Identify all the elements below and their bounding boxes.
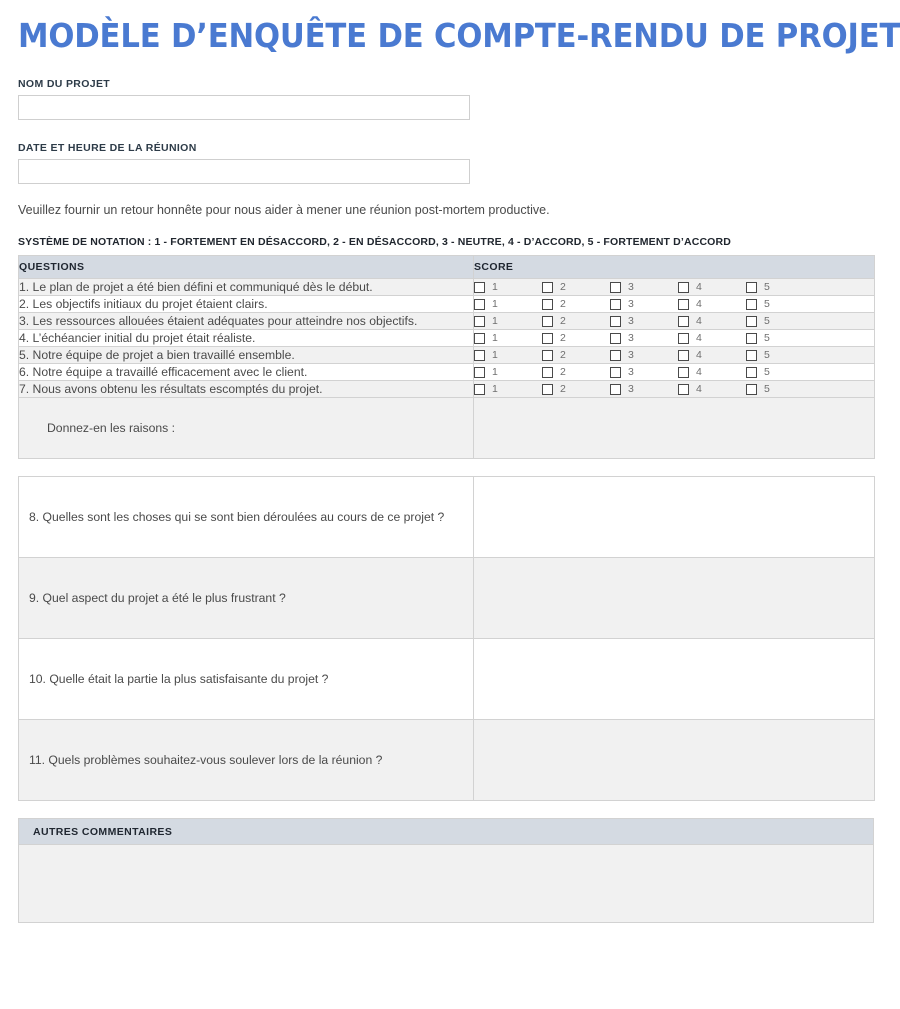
score-option-label: 1 xyxy=(492,280,498,293)
score-option-label: 2 xyxy=(560,314,566,327)
checkbox-icon[interactable] xyxy=(474,299,485,310)
checkbox-icon[interactable] xyxy=(542,316,553,327)
score-scale xyxy=(474,384,874,395)
score-option-2[interactable] xyxy=(542,299,610,310)
checkbox-icon[interactable] xyxy=(542,299,553,310)
question-text: 11. Quels problèmes souhaitez-vous soulever lors de la réunion ? xyxy=(19,720,474,801)
meeting-datetime-input[interactable] xyxy=(18,159,470,184)
score-option-label: 3 xyxy=(628,348,634,361)
meeting-datetime-field-block xyxy=(18,142,882,184)
question-text: 7. Nous avons obtenu les résultats escomptés du projet. xyxy=(19,381,474,398)
comments-textarea[interactable] xyxy=(19,845,874,923)
checkbox-icon[interactable] xyxy=(746,333,757,344)
table-row xyxy=(19,720,875,801)
score-cell xyxy=(474,381,875,398)
score-option-label: 1 xyxy=(492,314,498,327)
score-option-label: 2 xyxy=(560,382,566,395)
score-option-label: 1 xyxy=(492,331,498,344)
score-option-3[interactable] xyxy=(610,367,678,378)
meeting-datetime-label: DATE ET HEURE DE LA RÉUNION xyxy=(18,142,197,154)
score-option-label: 3 xyxy=(628,365,634,378)
checkbox-icon[interactable] xyxy=(746,282,757,293)
score-option-5[interactable] xyxy=(746,282,814,293)
checkbox-icon[interactable] xyxy=(542,282,553,293)
checkbox-icon[interactable] xyxy=(678,384,689,395)
score-option-1[interactable] xyxy=(474,316,542,327)
score-option-1[interactable] xyxy=(474,367,542,378)
question-text: 5. Notre équipe de projet a bien travaillé ensemble. xyxy=(19,347,474,364)
score-option-label: 2 xyxy=(560,280,566,293)
score-option-5[interactable] xyxy=(746,350,814,361)
score-column-header: SCORE xyxy=(474,256,875,279)
score-cell xyxy=(474,398,875,459)
score-option-label: 4 xyxy=(696,314,702,327)
score-option-label: 3 xyxy=(628,331,634,344)
score-option-label: 3 xyxy=(628,280,634,293)
table-row xyxy=(19,330,875,347)
score-option-1[interactable] xyxy=(474,333,542,344)
question-text: 10. Quelle était la partie la plus satisfaisante du projet ? xyxy=(19,639,474,720)
question-text: Donnez-en les raisons : xyxy=(19,398,474,459)
checkbox-icon[interactable] xyxy=(542,350,553,361)
table-row xyxy=(19,398,875,459)
score-option-4[interactable] xyxy=(678,299,746,310)
score-scale xyxy=(474,350,874,361)
table-row xyxy=(19,639,875,720)
comments-body-row xyxy=(19,845,874,923)
table-row xyxy=(19,558,875,639)
score-option-4[interactable] xyxy=(678,384,746,395)
checkbox-icon[interactable] xyxy=(542,384,553,395)
score-option-2[interactable] xyxy=(542,316,610,327)
score-option-5[interactable] xyxy=(746,367,814,378)
score-cell xyxy=(474,279,875,296)
table-row xyxy=(19,381,875,398)
score-scale xyxy=(474,282,874,293)
checkbox-icon[interactable] xyxy=(610,350,621,361)
checkbox-icon[interactable] xyxy=(746,367,757,378)
checkbox-icon[interactable] xyxy=(678,333,689,344)
score-option-3[interactable] xyxy=(610,316,678,327)
score-cell xyxy=(474,296,875,313)
score-option-2[interactable] xyxy=(542,367,610,378)
table-row xyxy=(19,347,875,364)
table-row xyxy=(19,296,875,313)
intro-text: Veuillez fournir un retour honnête pour nous aider à mener une réunion post-mortem productive. xyxy=(18,203,550,217)
score-cell xyxy=(474,330,875,347)
score-option-label: 1 xyxy=(492,297,498,310)
checkbox-icon[interactable] xyxy=(610,384,621,395)
checkbox-icon[interactable] xyxy=(474,384,485,395)
score-option-label: 5 xyxy=(764,280,770,293)
checkbox-icon[interactable] xyxy=(474,333,485,344)
rating-system-legend: SYSTÈME DE NOTATION : 1 - FORTEMENT EN DÉSACCORD, 2 - EN DÉSACCORD, 3 - NEUTRE, 4 - D’ACCORD, 5 - FORTEMENT D’ACCORD xyxy=(18,236,731,248)
question-text: 3. Les ressources allouées étaient adéquates pour atteindre nos objectifs. xyxy=(19,313,474,330)
page-title: MODÈLE D’ENQUÊTE DE COMPTE-RENDU DE PROJET xyxy=(18,16,900,55)
question-text: 6. Notre équipe a travaillé efficacement avec le client. xyxy=(19,364,474,381)
score-option-3[interactable] xyxy=(610,333,678,344)
score-option-1[interactable] xyxy=(474,384,542,395)
score-cell xyxy=(474,347,875,364)
score-table-body xyxy=(19,279,875,459)
question-text: 8. Quelles sont les choses qui se sont bien déroulées au cours de ce projet ? xyxy=(19,477,474,558)
score-option-label: 1 xyxy=(492,365,498,378)
score-option-5[interactable] xyxy=(746,299,814,310)
score-scale xyxy=(474,299,874,310)
checkbox-icon[interactable] xyxy=(678,299,689,310)
project-name-label: NOM DU PROJET xyxy=(18,78,111,90)
score-option-label: 3 xyxy=(628,382,634,395)
score-option-4[interactable] xyxy=(678,367,746,378)
checkbox-icon[interactable] xyxy=(474,282,485,293)
score-option-label: 4 xyxy=(696,382,702,395)
comments-table xyxy=(18,818,874,923)
answer-cell[interactable] xyxy=(474,639,875,720)
score-option-4[interactable] xyxy=(678,316,746,327)
score-scale xyxy=(474,367,874,378)
score-option-label: 1 xyxy=(492,382,498,395)
checkbox-icon[interactable] xyxy=(610,367,621,378)
checkbox-icon[interactable] xyxy=(678,350,689,361)
answer-cell[interactable] xyxy=(474,477,875,558)
checkbox-icon[interactable] xyxy=(474,367,485,378)
open-question-table-body xyxy=(19,477,875,801)
checkbox-icon[interactable] xyxy=(610,299,621,310)
question-text: 4. L’échéancier initial du projet était réaliste. xyxy=(19,330,474,347)
question-text: 2. Les objectifs initiaux du projet étaient clairs. xyxy=(19,296,474,313)
score-option-3[interactable] xyxy=(610,299,678,310)
score-option-label: 5 xyxy=(764,365,770,378)
checkbox-icon[interactable] xyxy=(474,316,485,327)
checkbox-icon[interactable] xyxy=(746,350,757,361)
score-option-label: 2 xyxy=(560,297,566,310)
score-cell xyxy=(474,364,875,381)
score-option-label: 5 xyxy=(764,314,770,327)
table-row xyxy=(19,313,875,330)
score-option-4[interactable] xyxy=(678,333,746,344)
score-scale xyxy=(474,333,874,344)
score-option-2[interactable] xyxy=(542,282,610,293)
checkbox-icon[interactable] xyxy=(746,384,757,395)
comments-header-row xyxy=(19,819,874,845)
score-option-2[interactable] xyxy=(542,350,610,361)
score-option-label: 2 xyxy=(560,365,566,378)
score-option-label: 5 xyxy=(764,348,770,361)
score-option-2[interactable] xyxy=(542,333,610,344)
score-table xyxy=(18,255,875,459)
question-text: 1. Le plan de projet a été bien défini et communiqué dès le début. xyxy=(19,279,474,296)
score-option-label: 3 xyxy=(628,314,634,327)
checkbox-icon[interactable] xyxy=(678,367,689,378)
score-option-label: 4 xyxy=(696,331,702,344)
answer-cell[interactable] xyxy=(474,720,875,801)
score-option-3[interactable] xyxy=(610,282,678,293)
score-option-label: 5 xyxy=(764,331,770,344)
score-option-3[interactable] xyxy=(610,384,678,395)
score-option-1[interactable] xyxy=(474,350,542,361)
checkbox-icon[interactable] xyxy=(678,316,689,327)
score-cell xyxy=(474,313,875,330)
checkbox-icon[interactable] xyxy=(542,367,553,378)
score-option-label: 4 xyxy=(696,280,702,293)
score-option-1[interactable] xyxy=(474,282,542,293)
score-option-5[interactable] xyxy=(746,333,814,344)
table-row xyxy=(19,477,875,558)
checkbox-icon[interactable] xyxy=(610,282,621,293)
score-option-label: 4 xyxy=(696,297,702,310)
score-option-5[interactable] xyxy=(746,316,814,327)
checkbox-icon[interactable] xyxy=(542,333,553,344)
checkbox-icon[interactable] xyxy=(746,316,757,327)
score-option-label: 5 xyxy=(764,382,770,395)
score-option-label: 2 xyxy=(560,348,566,361)
comments-header: AUTRES COMMENTAIRES xyxy=(19,819,874,845)
score-option-label: 2 xyxy=(560,331,566,344)
score-scale xyxy=(474,316,874,327)
score-option-label: 4 xyxy=(696,365,702,378)
questions-column-header: QUESTIONS xyxy=(19,256,474,279)
score-table-header-row xyxy=(19,256,875,279)
answer-cell[interactable] xyxy=(474,558,875,639)
score-option-1[interactable] xyxy=(474,299,542,310)
score-option-5[interactable] xyxy=(746,384,814,395)
project-name-input[interactable] xyxy=(18,95,470,120)
score-option-4[interactable] xyxy=(678,282,746,293)
project-name-field-block xyxy=(18,78,882,120)
score-option-label: 1 xyxy=(492,348,498,361)
checkbox-icon[interactable] xyxy=(678,282,689,293)
score-option-2[interactable] xyxy=(542,384,610,395)
checkbox-icon[interactable] xyxy=(746,299,757,310)
question-text: 9. Quel aspect du projet a été le plus frustrant ? xyxy=(19,558,474,639)
table-row xyxy=(19,279,875,296)
table-row xyxy=(19,364,875,381)
checkbox-icon[interactable] xyxy=(474,350,485,361)
score-option-label: 5 xyxy=(764,297,770,310)
checkbox-icon[interactable] xyxy=(610,333,621,344)
score-option-label: 3 xyxy=(628,297,634,310)
score-option-label: 4 xyxy=(696,348,702,361)
score-option-3[interactable] xyxy=(610,350,678,361)
score-option-4[interactable] xyxy=(678,350,746,361)
open-question-table xyxy=(18,476,875,801)
checkbox-icon[interactable] xyxy=(610,316,621,327)
